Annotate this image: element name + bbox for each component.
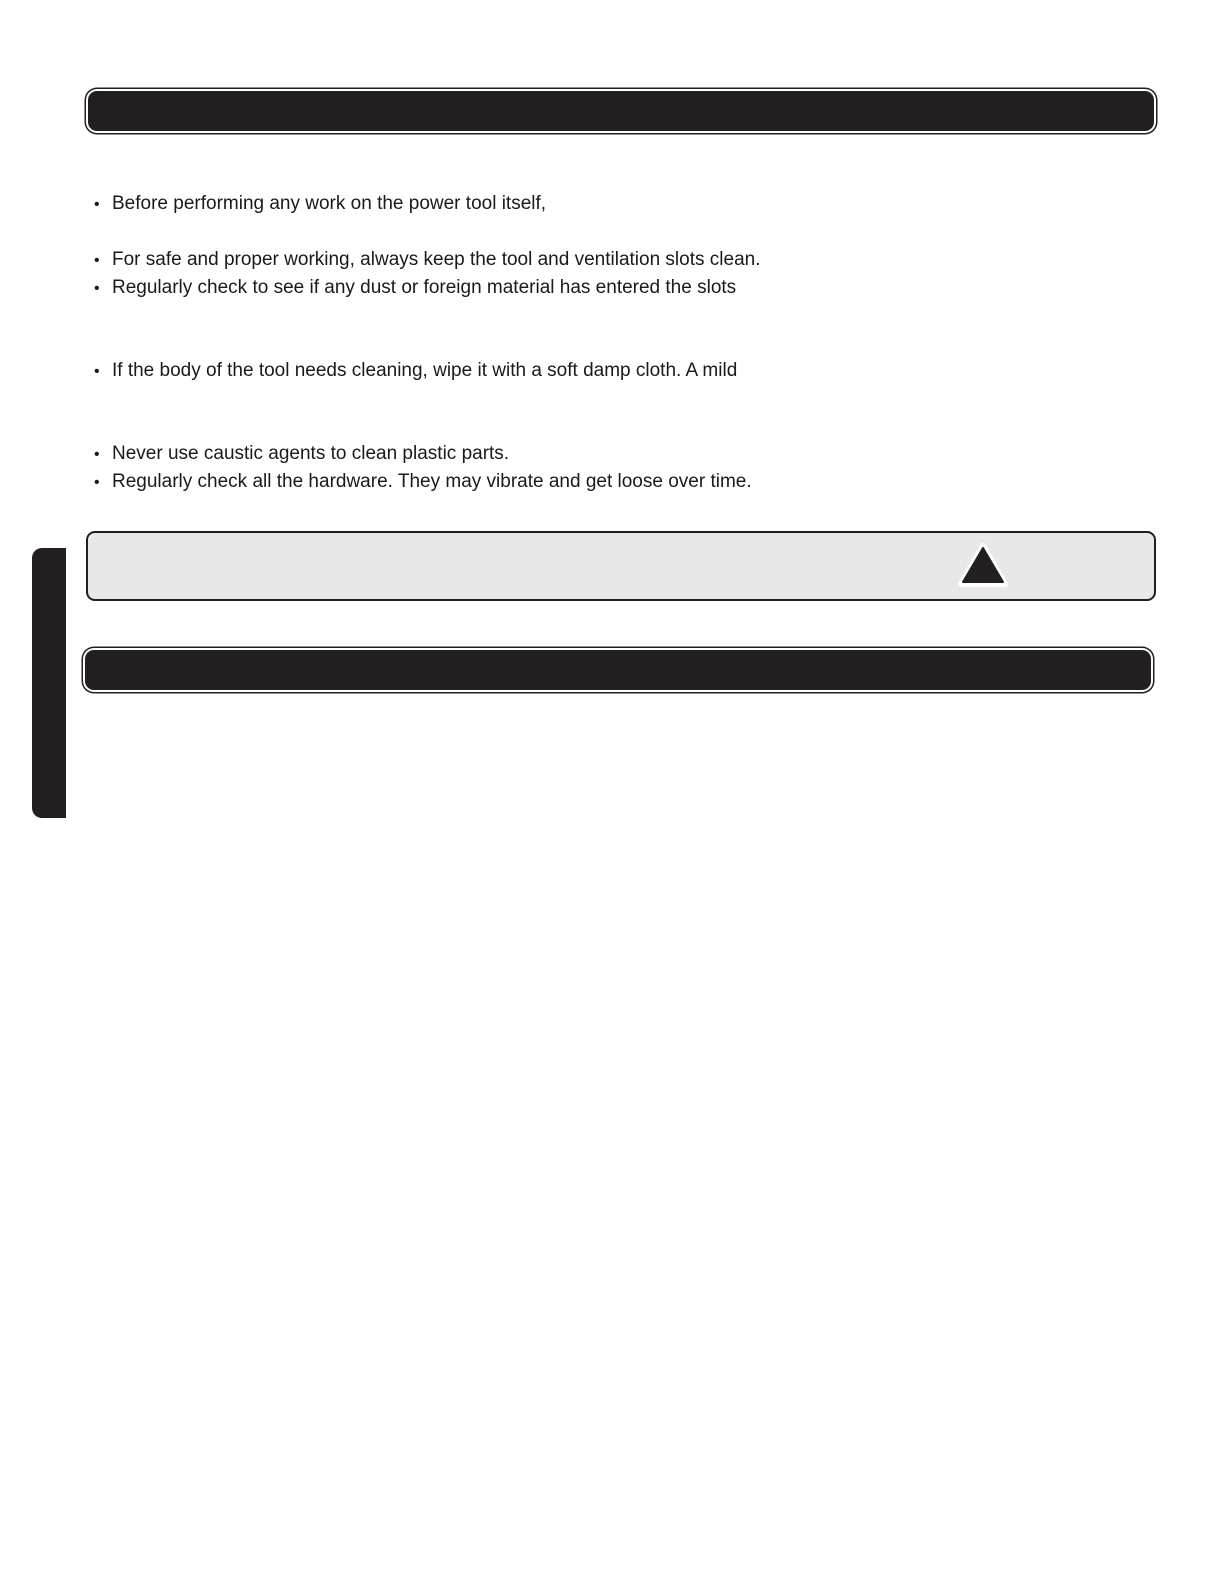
bullet-text: For safe and proper working, always keep the tool and ventilation slots clean.	[112, 249, 761, 270]
warning-triangle-icon	[958, 543, 1008, 587]
bullet-text: Regularly check all the hardware. They may vibrate and get loose over time.	[112, 471, 752, 492]
bullet-text: Before performing any work on the power tool itself,	[112, 193, 547, 214]
bullet-marker: •	[94, 196, 100, 213]
bullet-item-no-caustic	[94, 442, 509, 467]
bullet-item-check-hardware	[94, 470, 752, 495]
warning-box	[86, 531, 1156, 601]
bullet-marker: •	[94, 252, 100, 269]
bullet-item-check-slots	[94, 276, 736, 301]
bullet-marker: •	[94, 474, 100, 491]
bullet-text: Never use caustic agents to clean plastic parts.	[112, 443, 510, 464]
bullet-item-before-work	[94, 192, 546, 217]
bullet-text: If the body of the tool needs cleaning, wipe it with a soft damp cloth. A mild	[112, 360, 738, 381]
bullet-item-keep-clean	[94, 248, 760, 273]
bullet-marker: •	[94, 446, 100, 463]
bullet-item-body-cleaning	[94, 359, 737, 384]
bullet-text: Regularly check to see if any dust or foreign material has entered the slots	[112, 277, 737, 298]
section-header-bar-maintenance	[88, 91, 1154, 131]
section-header-bar-second	[85, 650, 1151, 690]
bullet-marker: •	[94, 280, 100, 297]
side-section-tab	[32, 548, 66, 818]
bullet-marker: •	[94, 363, 100, 380]
